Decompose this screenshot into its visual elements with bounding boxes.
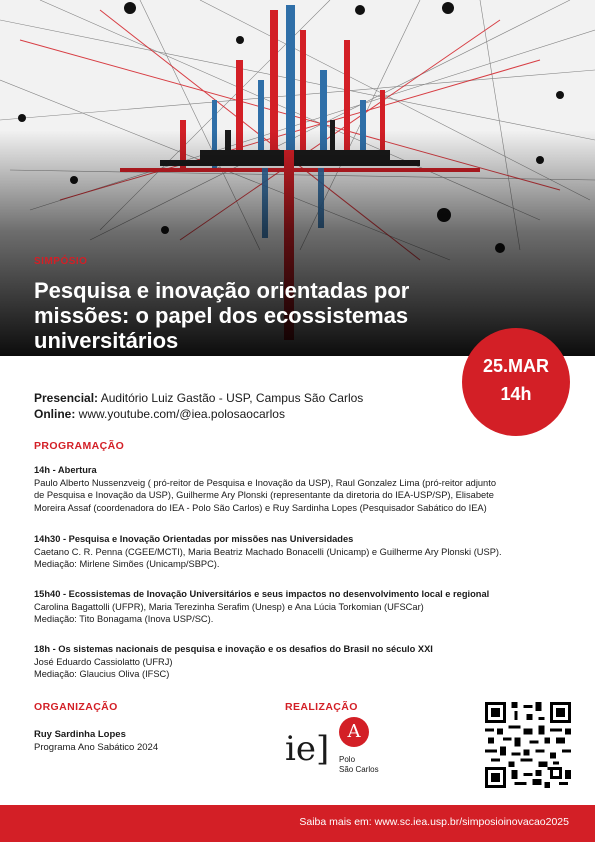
schedule-item-line: José Eduardo Cassiolatto (UFRJ): [34, 656, 173, 667]
schedule-item-abertura: [34, 464, 564, 514]
logo-sub-city: São Carlos: [339, 765, 379, 774]
qr-code-icon[interactable]: [485, 702, 571, 788]
event-title: Pesquisa e inovação orientadas por missões: o papel dos ecossistemas universitários: [34, 278, 410, 353]
event-time: 14h: [500, 384, 532, 404]
organizacao-heading: ORGANIZAÇÃO: [34, 701, 118, 713]
schedule-item-title: 18h - Os sistemas nacionais de pesquisa e inovação e os desafios do Brasil no século XXI: [34, 644, 433, 654]
online-link[interactable]: www.youtube.com/@iea.polosaocarlos: [75, 407, 285, 421]
event-type-label: SIMPÓSIO: [34, 256, 88, 267]
iea-logo: [285, 715, 395, 785]
schedule-item-line: de Pesquisa e Inovação da USP), Guilherme Ary Plonski (representante da diretoria do IEA-USP/SP), Elisabete: [34, 490, 494, 501]
footer-link[interactable]: Saiba mais em: www.sc.iea.usp.br/simposioinovacao2025: [299, 816, 569, 828]
event-date: 25.MAR: [482, 356, 549, 376]
schedule-item-title: 15h40 - Ecossistemas de Inovação Universitários e seus impactos no desenvolvimento local e regional: [34, 589, 490, 599]
schedule-item-line: Paulo Alberto Nussenzveig ( pró-reitor de Pesquisa e Inovação da USP), Raul Gonzalez Lima (pró-reitor adjunto: [34, 477, 496, 488]
schedule-item-line: Carolina Bagattolli (UFPR), Maria Terezinha Serafim (Unesp) e Ana Lúcia Torkomian (UFSCar): [34, 601, 424, 612]
schedule-item-title: 14h30 - Pesquisa e Inovação Orientadas por missões nas Universidades: [34, 534, 354, 544]
presencial-line: [34, 390, 363, 406]
footer-bar: [0, 805, 595, 842]
realizacao-heading: REALIZAÇÃO: [285, 701, 358, 713]
venue-info: [34, 390, 363, 422]
online-line: [34, 406, 363, 422]
logo-wordmark: ie]: [285, 729, 330, 769]
organizer-name: Ruy Sardinha Lopes: [34, 729, 126, 740]
schedule-item-line: Moreira Assaf (coordenadora do IEA - Polo São Carlos) e Ruy Sardinha Lopes (Pesquisador Sabático do IEA): [34, 502, 487, 513]
organizer-info: [34, 728, 158, 754]
online-label: Online:: [34, 407, 76, 421]
schedule-item-line: Mediação: Glaucius Oliva (IFSC): [34, 669, 170, 680]
schedule-item-sistemas-nacionais: [34, 643, 564, 681]
date-badge: [462, 328, 570, 436]
schedule-item-title: 14h - Abertura: [34, 465, 97, 475]
programacao-heading: PROGRAMAÇÃO: [34, 440, 125, 452]
presencial-label: Presencial:: [34, 391, 99, 405]
organizer-program: Programa Ano Sabático 2024: [34, 742, 159, 753]
schedule-item-ecossistemas: [34, 588, 564, 626]
schedule-item-line: Mediação: Mirlene Simões (Unicamp/SBPC).: [34, 559, 220, 570]
schedule-item-line: Caetano C. R. Penna (CGEE/MCTI), Maria Beatriz Machado Bonacelli (Unicamp) e Guilherme Ary Plonski (USP).: [34, 546, 502, 557]
schedule-item-missoes: [34, 533, 564, 571]
schedule-item-line: Mediação: Tito Bonagama (Inova USP/SC).: [34, 614, 214, 625]
presencial-value: Auditório Luiz Gastão - USP, Campus São Carlos: [98, 391, 364, 405]
logo-sub-polo: Polo: [339, 755, 356, 764]
logo-circle-letter: A: [347, 721, 361, 742]
